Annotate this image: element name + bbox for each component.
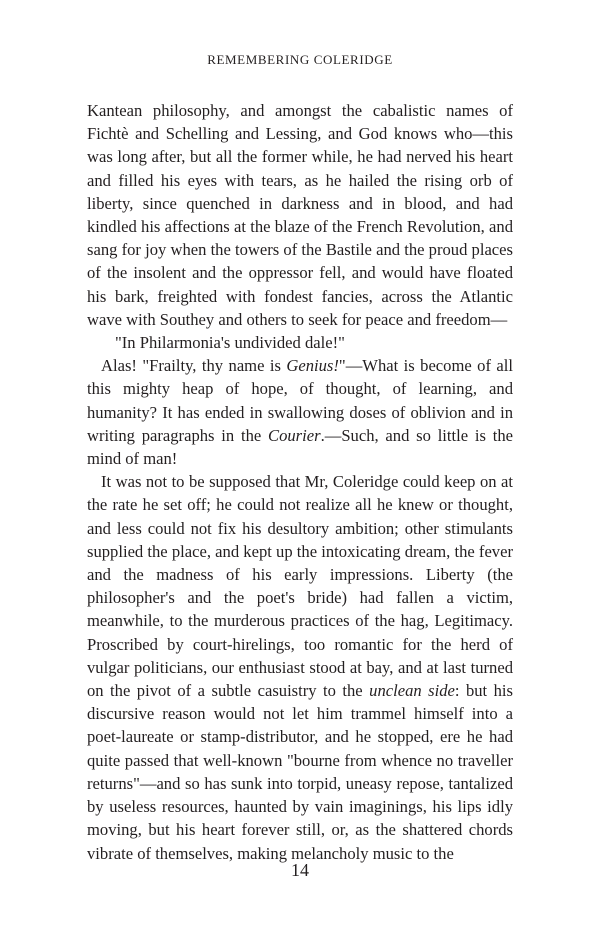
running-head: REMEMBERING COLERIDGE [207,52,393,67]
text-run: .—Such, and so little is the mind of man! [87,425,514,469]
italic-run: unclean side [369,681,455,701]
block-quote: "In Philarmonia's undivided dale!" [115,333,345,353]
body-text [87,99,513,865]
page-number: 14 [291,860,309,880]
italic-run: Courier [268,425,321,445]
text-run: "—What is become of all this mighty heap of hope, of thought, of learning, and humanity? It has ended in swallowing doses of oblivion and in writing paragraphs in the [87,356,514,445]
paragraph-coleridge [87,470,513,864]
text-run: Alas! "Frailty, thy name is [101,356,287,376]
italic-run: Genius! [286,356,339,376]
paragraph-alas [87,354,513,470]
text-run: : but his discursive reason would not let him trammel himself into a poet-laureate or stamp-distributor, and he stopped, ere he had quite passed that well-known "bourne from whence no traveller returns"—and so has sunk into torpid, uneasy repose, tantalized by useless resources, haunted by vain imaginings, his lips idly moving, but his heart forever still, or, as the shattered chords vibrate of themselves, making melancholy music to the [87,681,513,863]
paragraph-continued: Kantean philosophy, and amongst the cabalistic names of Fichtè and Schelling and Lessing, and God knows who—this was long after, but all the former while, he had nerved his heart and filled his eyes with tears, as he hailed the rising orb of liberty, since quenched in darkness and in blood, and had kindled his affections at the blaze of the French Revolution, and sang for joy when the towers of the Bastile and the proud places of the insolent and the oppressor fell, and would have floated his bark, freighted with fondest fancies, across the Atlantic wave with Southey and others to seek for peace and freedom— [87,101,513,329]
text-run: It was not to be supposed that Mr, Coleridge could keep on at the rate he set off; he could not realize all he knew or thought, and less could not fix his desultory ambition; other stimulants supplied the place, and kept up the intoxicating dream, the fever and the madness of his early impressions. Liberty (the philosopher's and the poet's bride) had fallen a victim, meanwhile, to the murderous practices of the hag, Legitimacy. Proscribed by court-hirelings, too romantic for the herd of vulgar politicians, our enthusiast stood at bay, and at last turned on the pivot of a subtle casuistry to the [87,472,513,701]
